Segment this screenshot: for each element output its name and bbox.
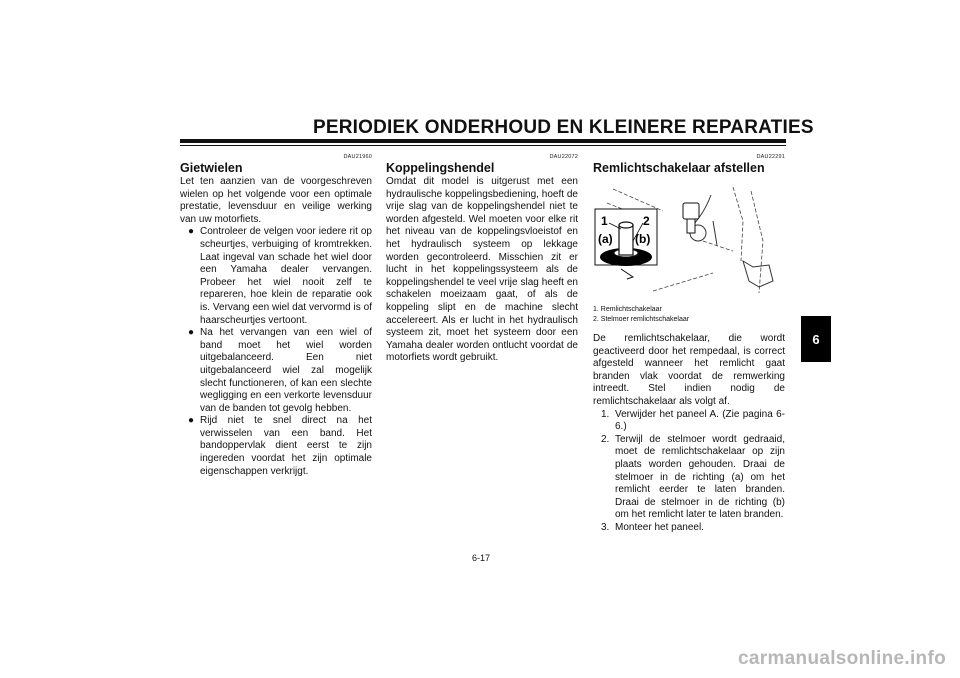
list-item: [593, 409, 785, 434]
column-gietwielen: [180, 154, 372, 478]
chapter-tab: 6: [801, 316, 831, 362]
watermark: carmanualsonline.info: [738, 648, 946, 669]
section-title: Gietwielen: [180, 161, 243, 175]
bullet-icon: ●: [188, 226, 195, 238]
label-b: (b): [635, 232, 651, 246]
label-2: 2: [643, 214, 650, 228]
caption-1: 1. Remlichtschakelaar: [593, 306, 662, 313]
switch-body: [619, 225, 633, 255]
label-a: (a): [598, 232, 613, 246]
step-text: Verwijder het paneel A. (Zie pagina 6-6.): [615, 408, 785, 433]
section-code: DAU21960: [343, 154, 372, 160]
list-item: [593, 434, 785, 522]
list-item-text: Controleer de velgen voor iedere rit op scheurtjes, verbuiging of kromtrekken. Laat ingeval van schade het wiel door een Yamaha dealer vervangen. Probeer het wiel nooit zelf te repareren, hoe klein de reparatie ook is. Vervang een wiel dat vervormd is of haarscheurtjes vertoont.: [200, 226, 372, 326]
section-code: DAU22291: [756, 154, 785, 160]
label-1: 1: [601, 214, 608, 228]
step-number: 1.: [601, 408, 610, 420]
step-text: Monteer het paneel.: [615, 521, 704, 533]
column-koppelingshendel: [386, 154, 578, 365]
figure-captions: [593, 305, 785, 325]
section-title: Koppelingshendel: [386, 161, 495, 175]
section-intro: Let ten aanzien van de voorgeschreven wielen op het volgende voor een optimale prestatie, levensduur en veilige werking van uw motorfiets.: [180, 176, 372, 225]
list-item-text: Rijd niet te snel direct na het verwisselen van een band. Het bandoppervlak dient eerst te zijn ingereden voordat het zijn optimale eigenschappen verkrijgt.: [200, 415, 372, 477]
step-text: Terwijl de stelmoer wordt gedraaid, moet de remlichtschakelaar op zijn plaats worden gehouden. Draai de stelmoer in de richting (a) om het remlicht eerder te laten branden. Draai de stelmoer in de richting (b) om het remlicht later te laten branden.: [615, 433, 785, 521]
list-item: [593, 522, 785, 535]
list-item-text: Na het vervangen van een wiel of band moet het wiel worden uitgebalanceerd. Een niet uitgebalanceerd wiel zal mogelijk slecht functioneren, of kan een slechte wegligging en een verkorte levensduur van de banden tot gevolg hebben.: [200, 327, 372, 414]
page-number: 6-17: [471, 553, 490, 563]
bullet-list: [180, 226, 372, 478]
header-rule-thin: [180, 145, 786, 146]
section-body: Omdat dit model is uitgerust met een hydraulische koppelingsbediening, hoeft de vrije slag van de koppelingshendel niet te worden afgesteld. Wel moeten voor elke rit het niveau van de koppelingsvloeistof en het hydraulisch systeem op lekkage worden gecontroleerd. Misschien zit er lucht in het koppelingssysteem als de koppelingshendel te veel vrije slag heeft en schakelen moeizaam gaat, of als de koppeling slipt en de machine slecht accelereert. Als er lucht in het hydraulisch systeem zit, moet het systeem door een Yamaha dealer worden ontlucht voordat de motorfiets wordt gebruikt.: [386, 176, 578, 364]
header-rule: [180, 139, 786, 143]
list-item: [180, 415, 372, 478]
bullet-icon: ●: [188, 327, 195, 339]
step-number: 2.: [601, 433, 610, 445]
brake-switch-figure: [593, 181, 785, 301]
page-header-title: PERIODIEK ONDERHOUD EN KLEINERE REPARATIES: [313, 117, 814, 138]
list-item: [180, 226, 372, 327]
column-remlichtschakelaar: [593, 154, 785, 535]
caption-2: 2. Stelmoer remlichtschakelaar: [593, 316, 690, 323]
steps-list: [593, 409, 785, 535]
step-number: 3.: [601, 521, 610, 533]
list-item: [180, 327, 372, 415]
brake-switch-illustration: [593, 181, 785, 301]
bullet-icon: ●: [188, 415, 195, 427]
section-title: Remlichtschakelaar afstellen: [593, 161, 765, 175]
section-code: DAU22072: [549, 154, 578, 160]
section-body: De remlichtschakelaar, die wordt geactiveerd door het rempedaal, is correct afgesteld wanneer het remlicht gaat branden vlak voordat de remwerking intreedt. Stel indien nodig de remlichtschakelaar als volgt af.: [593, 333, 785, 407]
